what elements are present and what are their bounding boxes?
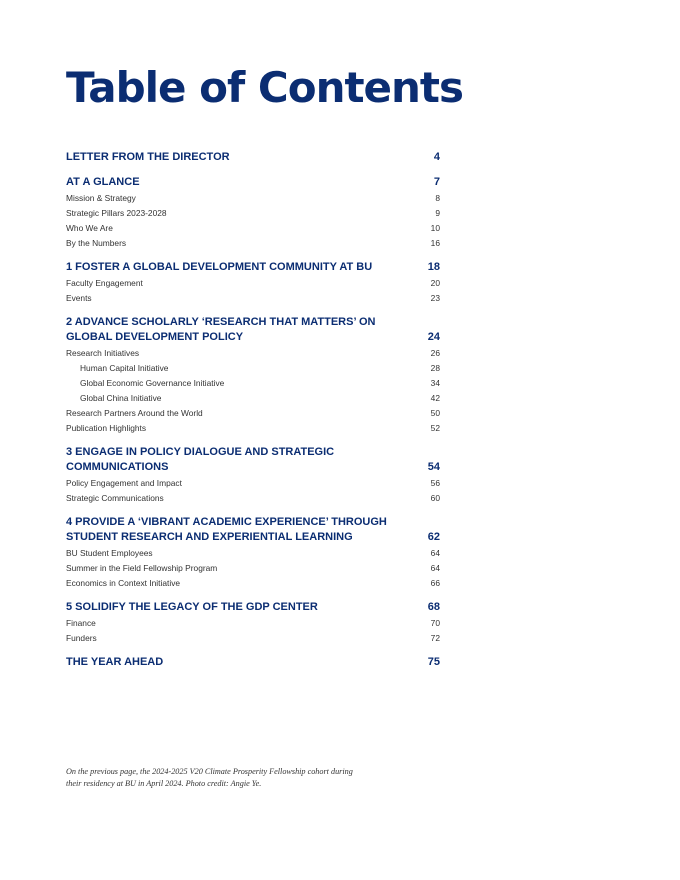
toc-entry[interactable] — [66, 631, 440, 646]
toc-entry-page-number: 72 — [430, 633, 440, 643]
toc-entry-page-number: 34 — [430, 378, 440, 388]
toc-entry[interactable] — [66, 221, 440, 236]
toc-section-label: 3 ENGAGE IN POLICY DIALOGUE AND STRATEGIC COMMUNICATIONS — [66, 446, 335, 473]
toc-section-page-number: 62 — [427, 531, 440, 543]
toc-entry-page-number: 8 — [435, 193, 440, 203]
toc-entry[interactable] — [66, 546, 440, 561]
toc-entry[interactable] — [66, 561, 440, 576]
toc-entry-label: Publication Highlights — [66, 423, 147, 433]
toc-entry-page-number: 70 — [430, 618, 440, 628]
toc-entry-page-number: 28 — [430, 363, 440, 373]
toc-section-heading[interactable] — [66, 175, 440, 191]
toc-entry[interactable] — [66, 421, 440, 436]
toc-entry-label: Human Capital Initiative — [80, 363, 169, 373]
toc-section-label: 5 SOLIDIFY THE LEGACY OF THE GDP CENTER — [66, 601, 318, 613]
toc-section-heading[interactable] — [66, 600, 440, 616]
toc-entry-page-number: 64 — [430, 548, 440, 558]
toc-entry[interactable] — [66, 236, 440, 251]
toc-entry-page-number: 9 — [435, 208, 440, 218]
toc-section-page-number: 7 — [433, 176, 440, 188]
toc-section-page-number: 68 — [427, 601, 440, 613]
toc-entry[interactable] — [66, 206, 440, 221]
toc-section-label: 1 FOSTER A GLOBAL DEVELOPMENT COMMUNITY AT BU — [66, 261, 373, 273]
toc-entry-page-number: 42 — [430, 393, 440, 403]
toc-section — [66, 445, 440, 506]
toc-entry-page-number: 52 — [430, 423, 440, 433]
toc-entry-label: Policy Engagement and Impact — [66, 478, 182, 488]
toc-entry[interactable] — [66, 491, 440, 506]
toc-section-label: AT A GLANCE — [66, 176, 140, 188]
toc-entry-label: Funders — [66, 633, 97, 643]
photo-caption: On the previous page, the 2024-2025 V20 Climate Prosperity Fellowship cohort during their residency at BU in April 2024. Photo credit: Angie Ye. — [66, 767, 353, 788]
toc-section — [66, 515, 440, 591]
toc-entry-label: Research Partners Around the World — [66, 408, 203, 418]
toc-entry-page-number: 50 — [430, 408, 440, 418]
toc-section — [66, 315, 440, 436]
toc-entry-label: Faculty Engagement — [66, 278, 143, 288]
toc-entry-page-number: 23 — [430, 293, 440, 303]
toc-section-page-number: 4 — [433, 151, 440, 163]
toc-entry[interactable] — [66, 346, 440, 361]
toc-entry-label: Economics in Context Initiative — [66, 578, 181, 588]
toc-section-heading[interactable] — [66, 515, 440, 546]
toc-entry[interactable] — [66, 276, 440, 291]
toc-entry-label: Strategic Communications — [66, 493, 164, 503]
toc-entry-page-number: 60 — [430, 493, 440, 503]
toc-entry[interactable] — [66, 576, 440, 591]
toc-entry-page-number: 64 — [430, 563, 440, 573]
toc-entry-label: BU Student Employees — [66, 548, 153, 558]
toc-section-page-number: 18 — [427, 261, 440, 273]
toc-section-heading[interactable] — [66, 655, 440, 671]
toc-entry-label: Strategic Pillars 2023-2028 — [66, 208, 167, 218]
toc-entry-label: Summer in the Field Fellowship Program — [66, 563, 218, 573]
toc-section-page-number: 54 — [427, 461, 440, 473]
toc-entry-page-number: 20 — [430, 278, 440, 288]
toc-entry-page-number: 16 — [430, 238, 440, 248]
toc-entry[interactable] — [66, 476, 440, 491]
toc-entry-label: Events — [66, 293, 92, 303]
toc-entry-label: Research Initiatives — [66, 348, 140, 358]
toc-section-label: LETTER FROM THE DIRECTOR — [66, 151, 230, 163]
toc-entry[interactable] — [66, 406, 440, 421]
toc-section-heading[interactable] — [66, 315, 440, 346]
toc-section-label: 4 PROVIDE A ‘VIBRANT ACADEMIC EXPERIENCE’ THROUGH STUDENT RESEARCH AND EXPERIENTIAL LEARNING — [66, 516, 387, 543]
toc-section-label: THE YEAR AHEAD — [66, 656, 164, 668]
toc-section — [66, 655, 440, 671]
toc-section-page-number: 75 — [427, 656, 440, 668]
toc-entry-label: Global China Initiative — [80, 393, 162, 403]
toc-section-label: 2 ADVANCE SCHOLARLY ‘RESEARCH THAT MATTERS’ ON GLOBAL DEVELOPMENT POLICY — [66, 316, 376, 343]
toc-section-heading[interactable] — [66, 445, 440, 476]
toc-entry-page-number: 10 — [430, 223, 440, 233]
toc-entry[interactable] — [66, 191, 440, 206]
toc-entry-label: Global Economic Governance Initiative — [80, 378, 225, 388]
toc-section — [66, 175, 440, 251]
toc-section-heading[interactable] — [66, 150, 440, 166]
toc-section — [66, 260, 440, 306]
page-title: Table of Contents — [66, 63, 464, 112]
toc-entry[interactable] — [66, 616, 440, 631]
toc-entry-label: Who We Are — [66, 223, 113, 233]
table-of-contents — [66, 150, 440, 680]
toc-entry[interactable] — [66, 376, 440, 391]
toc-entry-label: Finance — [66, 618, 96, 628]
toc-entry[interactable] — [66, 391, 440, 406]
toc-entry[interactable] — [66, 361, 440, 376]
toc-section-heading[interactable] — [66, 260, 440, 276]
toc-entry-label: By the Numbers — [66, 238, 127, 248]
toc-entry[interactable] — [66, 291, 440, 306]
toc-entry-page-number: 26 — [430, 348, 440, 358]
toc-section-page-number: 24 — [427, 331, 440, 343]
toc-section — [66, 600, 440, 646]
toc-entry-page-number: 56 — [430, 478, 440, 488]
toc-section — [66, 150, 440, 166]
toc-entry-page-number: 66 — [430, 578, 440, 588]
toc-entry-label: Mission & Strategy — [66, 193, 136, 203]
